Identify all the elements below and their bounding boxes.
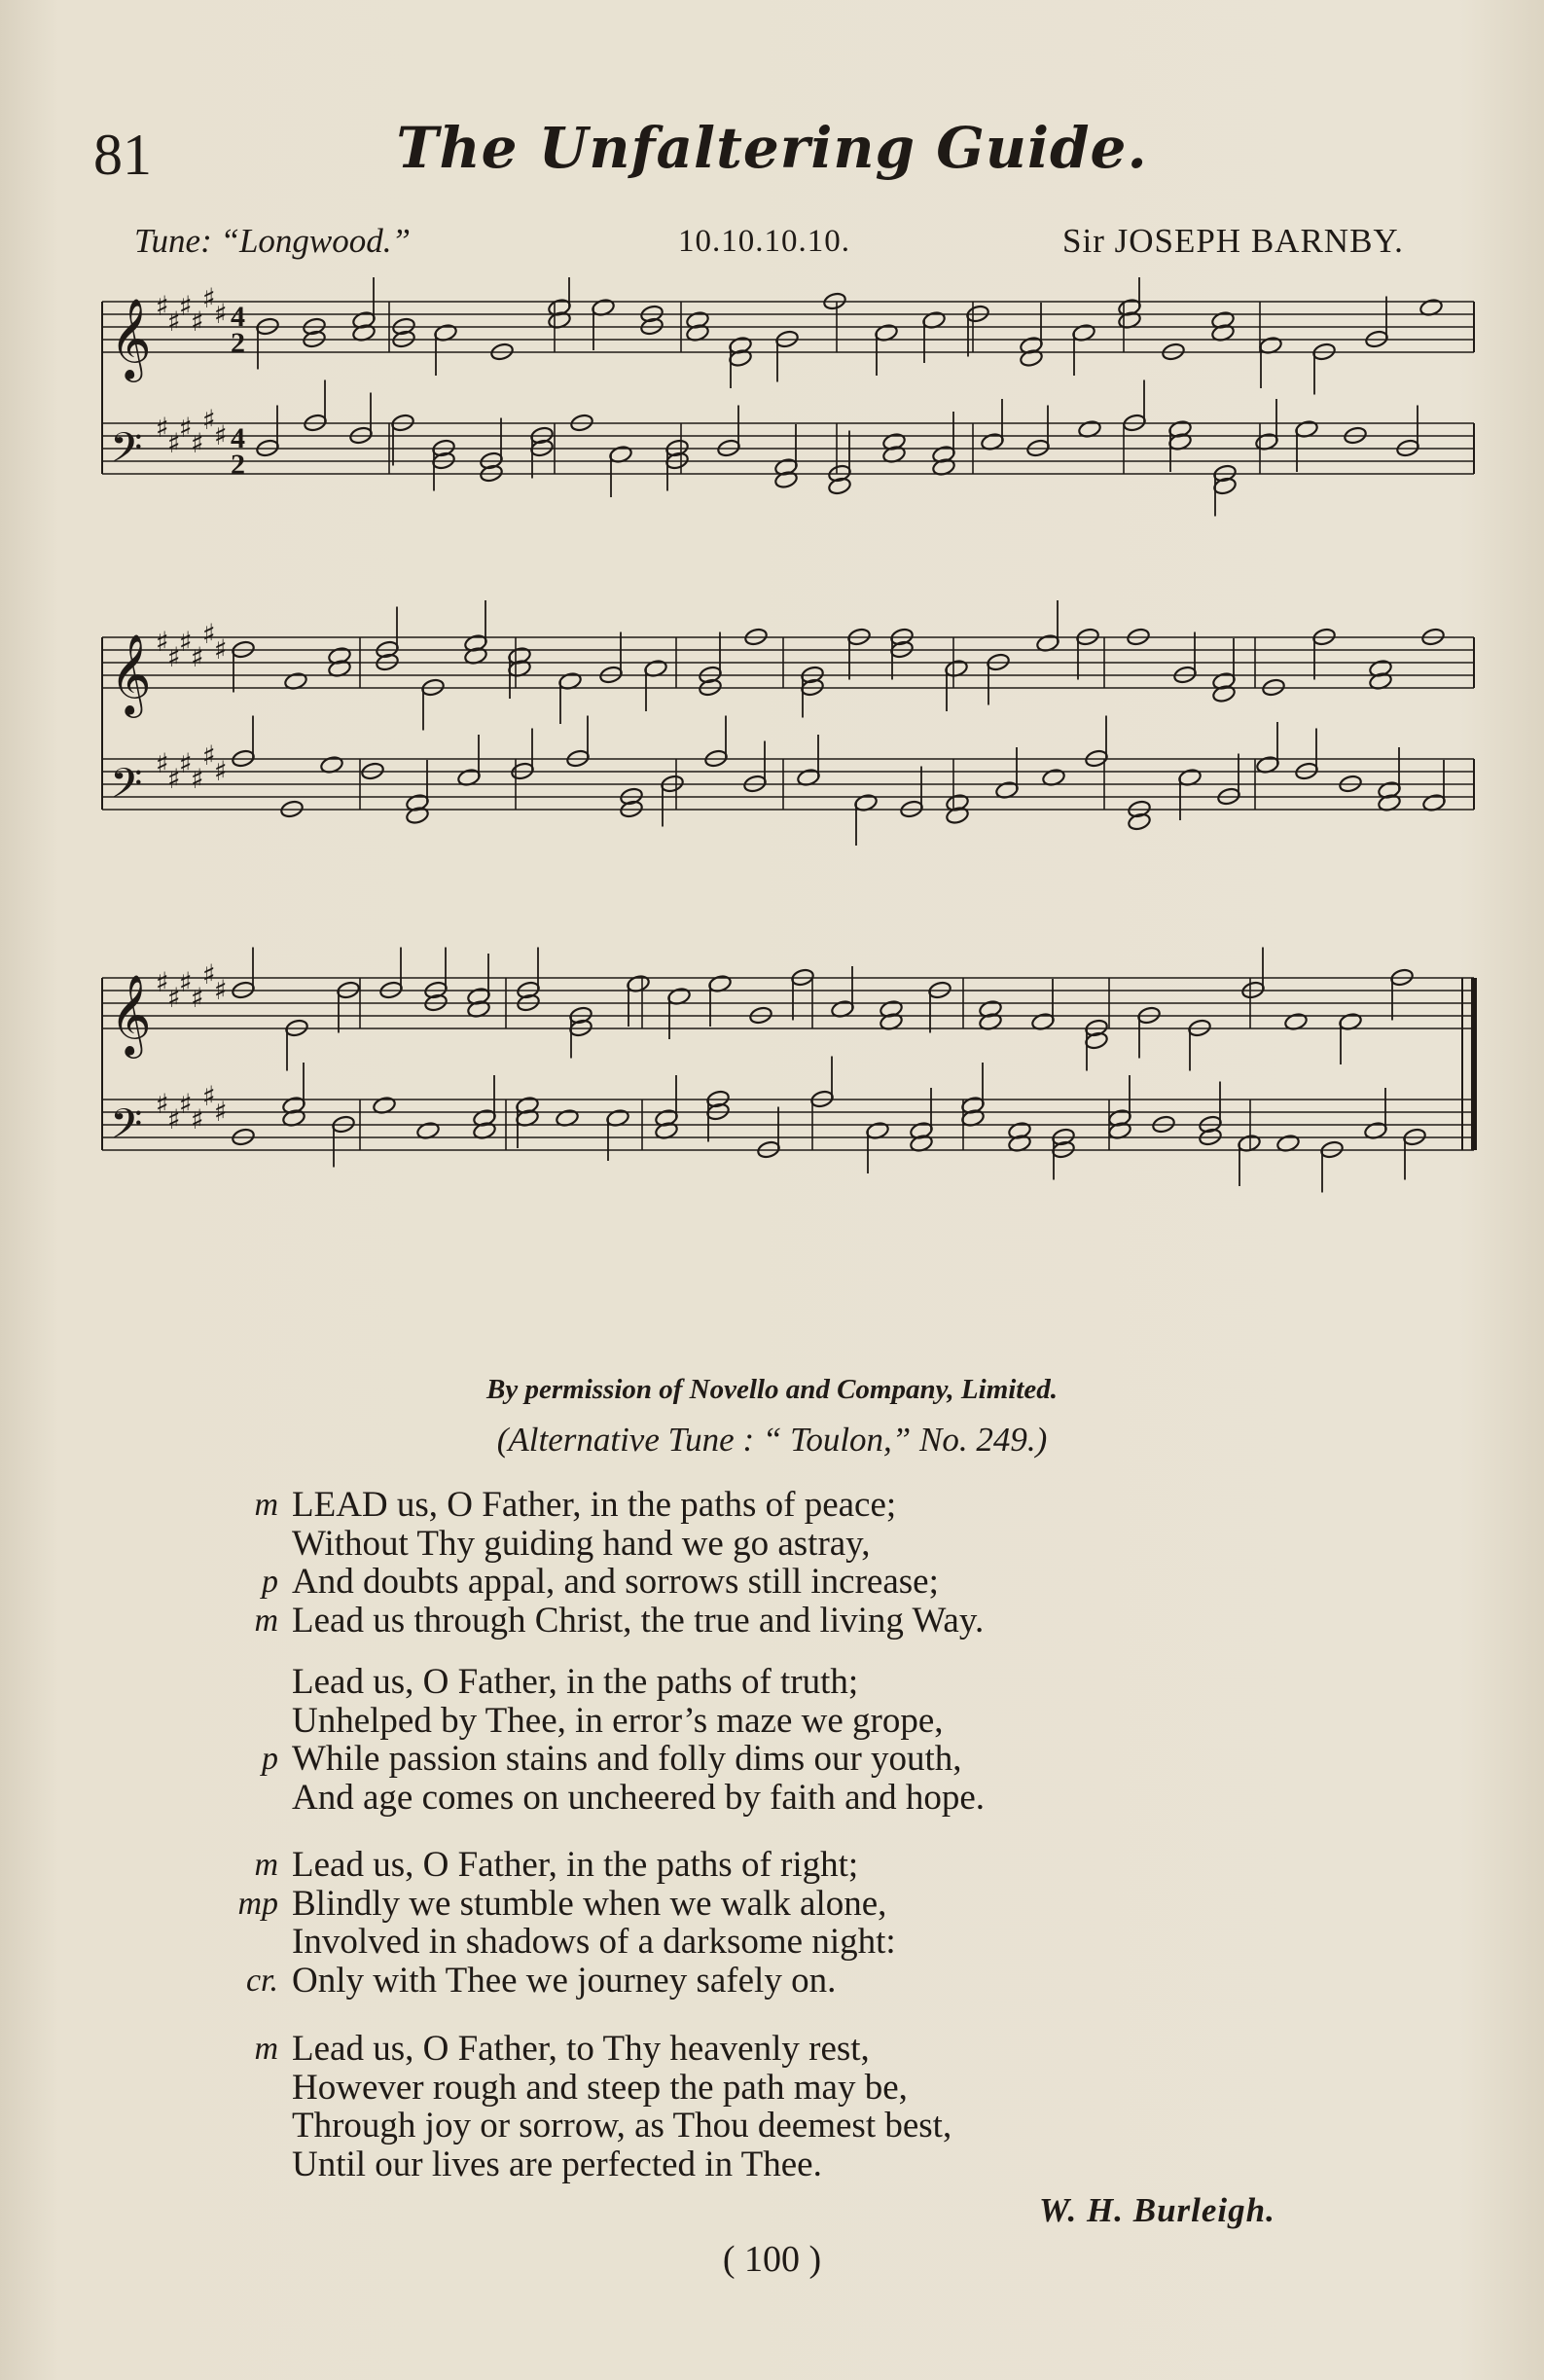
bass-clef-icon: 𝄢 <box>110 1100 143 1159</box>
tune-name: Tune: “Longwood.” <box>134 222 411 260</box>
sharp-icon: ♯ <box>202 618 216 650</box>
verse-line: mp Blindly we stumble when we walk alone, <box>237 1883 887 1924</box>
sharp-icon: ♯ <box>179 966 193 998</box>
verse-line: p And doubts appal, and sorrows still increase; <box>262 1562 939 1602</box>
dynamic-mark: m <box>254 2031 278 2067</box>
sharp-icon: ♯ <box>202 958 216 991</box>
verse-2 <box>262 1662 985 1818</box>
sharp-icon: ♯ <box>156 1088 169 1120</box>
sharp-icon: ♯ <box>179 290 193 322</box>
time-signature-top: 4 <box>231 422 245 454</box>
sharp-icon: ♯ <box>191 641 204 673</box>
time-signature-bottom: 2 <box>231 327 245 359</box>
verse-line: Until our lives are perfected in Thee. <box>292 2144 822 2184</box>
sharp-icon: ♯ <box>214 974 228 1006</box>
sharp-icon: ♯ <box>167 763 181 795</box>
sharp-icon: ♯ <box>167 306 181 338</box>
sharp-icon: ♯ <box>202 1080 216 1112</box>
verse-line: m Lead us, O Father, to Thy heavenly rest, <box>254 2029 870 2069</box>
composer: Sir JOSEPH BARNBY. <box>1062 222 1404 260</box>
verse-1 <box>254 1485 985 1641</box>
sharp-icon: ♯ <box>167 641 181 673</box>
sharp-icon: ♯ <box>191 763 204 795</box>
bass-clef-icon: 𝄢 <box>110 760 143 818</box>
sharp-icon: ♯ <box>179 1088 193 1120</box>
sharp-icon: ♯ <box>179 626 193 658</box>
meter: 10.10.10.10. <box>678 224 850 259</box>
sharp-icon: ♯ <box>191 982 204 1014</box>
sharp-icon: ♯ <box>167 982 181 1014</box>
dynamic-mark: m <box>254 1487 278 1523</box>
verse-line: Through joy or sorrow, as Thou deemest best, <box>292 2106 952 2146</box>
sharp-icon: ♯ <box>156 966 169 998</box>
dynamic-mark: p <box>262 1741 278 1777</box>
treble-clef-icon: 𝄞 <box>110 973 152 1055</box>
verse-line: Without Thy guiding hand we go astray, <box>292 1523 871 1564</box>
sharp-icon: ♯ <box>191 427 204 459</box>
alternative-tune: (Alternative Tune : “ Toulon,” No. 249.) <box>496 1421 1048 1459</box>
music-score <box>97 277 1489 1348</box>
permission-note: By permission of Novello and Company, Limited. <box>486 1374 1058 1405</box>
page-number: ( 100 ) <box>722 2239 822 2280</box>
treble-clef-icon: 𝄞 <box>110 632 152 714</box>
sharp-icon: ♯ <box>191 306 204 338</box>
dynamic-mark: mp <box>237 1885 278 1922</box>
dynamic-mark: m <box>254 1602 278 1639</box>
time-signature-top: 4 <box>231 301 245 333</box>
sharp-icon: ♯ <box>179 412 193 444</box>
sharp-icon: ♯ <box>202 404 216 436</box>
verse-line: And age comes on uncheered by faith and hope. <box>292 1777 985 1818</box>
verse-line: Lead us, O Father, in the paths of truth; <box>292 1662 859 1702</box>
dynamic-mark: m <box>254 1847 278 1883</box>
sharp-icon: ♯ <box>179 747 193 779</box>
verse-line: Involved in shadows of a darksome night: <box>292 1922 896 1962</box>
verse-3 <box>237 1845 896 2001</box>
verse-line: However rough and steep the path may be, <box>292 2067 908 2108</box>
verse-4 <box>254 2029 952 2184</box>
sharp-icon: ♯ <box>214 419 228 451</box>
dynamic-mark: p <box>262 1564 278 1600</box>
sharp-icon: ♯ <box>167 1103 181 1136</box>
sharp-icon: ♯ <box>156 747 169 779</box>
verse-line: cr. Only with Thee we journey safely on. <box>245 1960 837 2001</box>
bass-clef-icon: 𝄢 <box>110 424 143 483</box>
sharp-icon: ♯ <box>214 633 228 666</box>
verse-line: p While passion stains and folly dims our youth, <box>262 1739 962 1779</box>
time-signature-bottom: 2 <box>231 449 245 481</box>
sharp-icon: ♯ <box>156 412 169 444</box>
sharp-icon: ♯ <box>156 626 169 658</box>
sharp-icon: ♯ <box>214 1096 228 1128</box>
treble-clef-icon: 𝄞 <box>110 297 152 379</box>
hymn-author: W. H. Burleigh. <box>1039 2191 1275 2229</box>
dynamic-mark: cr. <box>245 1962 278 1999</box>
sharp-icon: ♯ <box>191 1103 204 1136</box>
hymn-number: 81 <box>93 123 152 187</box>
sharp-icon: ♯ <box>214 298 228 330</box>
verse-line: Unhelped by Thee, in error’s maze we grope, <box>292 1700 944 1741</box>
hymn-title: The Unfaltering Guide. <box>396 115 1148 181</box>
sharp-icon: ♯ <box>214 755 228 787</box>
sharp-icon: ♯ <box>167 427 181 459</box>
sharp-icon: ♯ <box>156 290 169 322</box>
sharp-icon: ♯ <box>202 739 216 772</box>
sharp-icon: ♯ <box>202 282 216 314</box>
verse-line: m Lead us through Christ, the true and living Way. <box>254 1600 985 1641</box>
verse-line: m Lead us, O Father, in the paths of right; <box>254 1845 859 1885</box>
verse-line: m LEAD us, O Father, in the paths of peace; <box>254 1485 897 1525</box>
